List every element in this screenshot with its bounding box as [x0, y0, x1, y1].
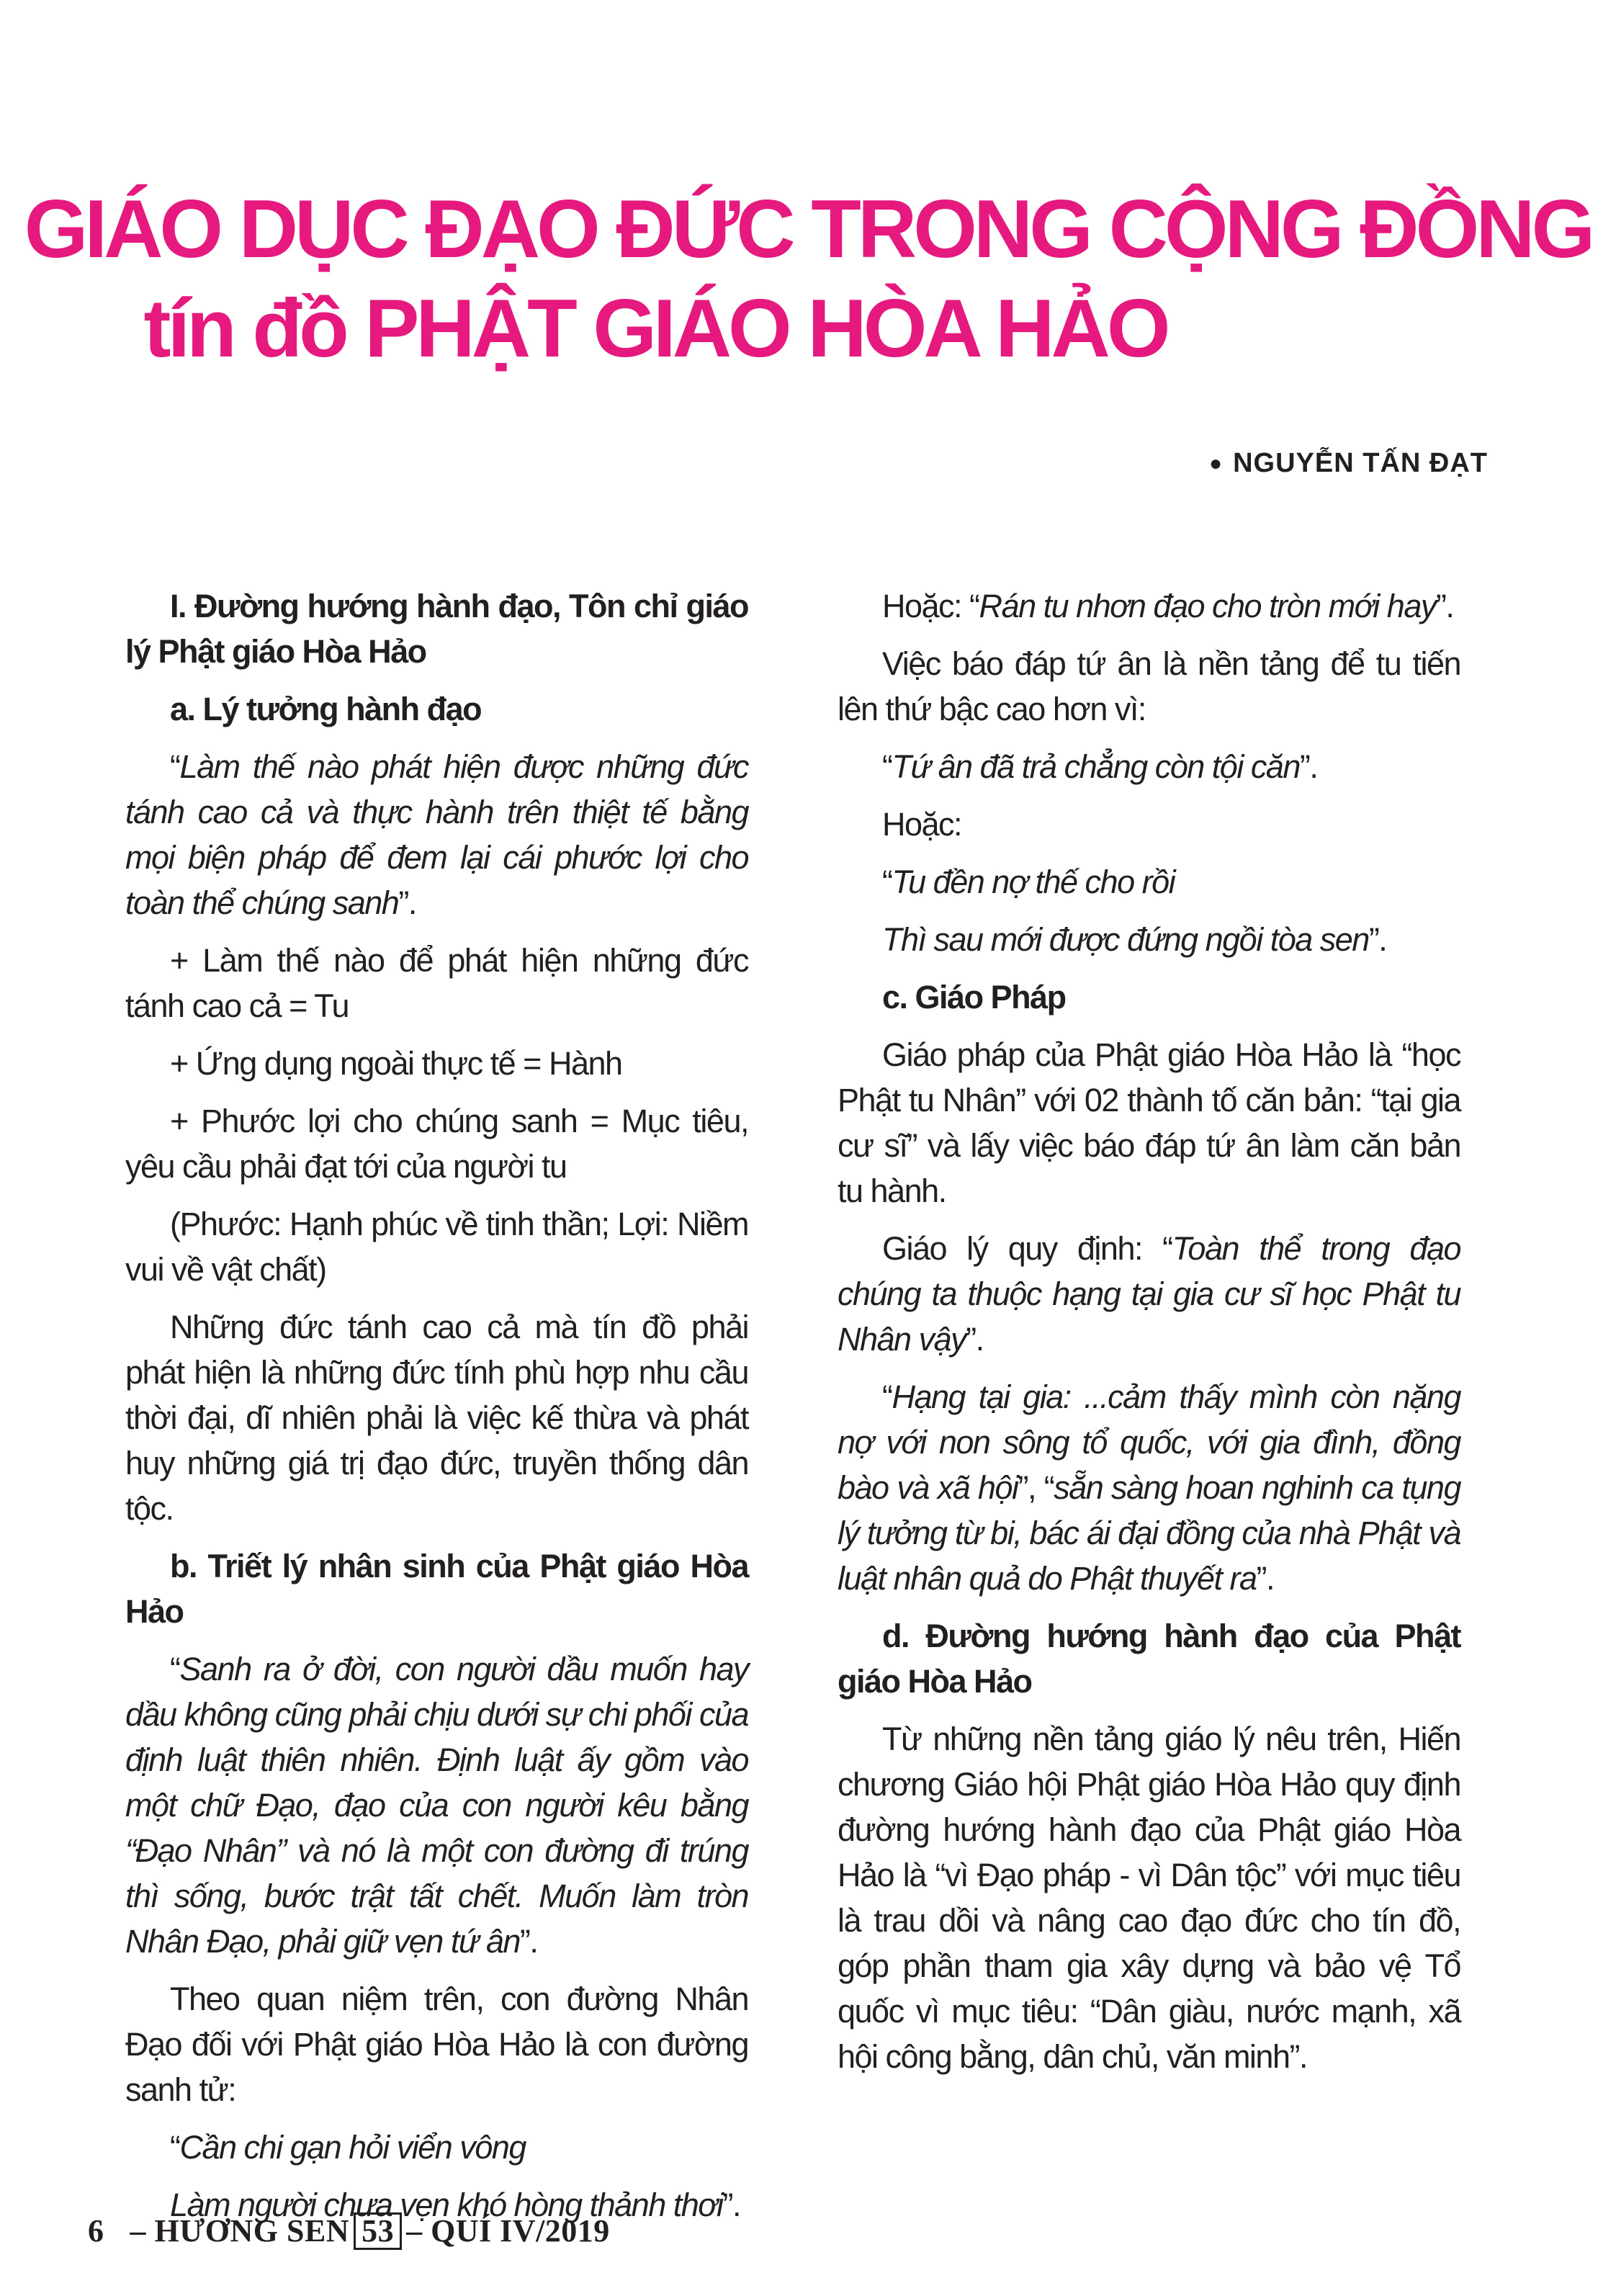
verse-text: Cần chi gạn hỏi viển vông: [179, 2129, 526, 2166]
quote-mark: “: [170, 2129, 180, 2166]
text: Hoặc: “: [882, 588, 979, 624]
subsection-heading-a: a. Lý tưởng hành đạo: [170, 691, 482, 727]
issue-number: 53: [354, 2212, 402, 2250]
quote-mark: ”, “: [1018, 1469, 1054, 1506]
quote-mark: ”.: [1256, 1560, 1274, 1597]
quote-mark: “: [882, 864, 892, 900]
quote-text: Toàn thể trong đạo chúng ta thuộc hạng tại gia cư sĩ học Phật tu Nhân vậy: [838, 1230, 1460, 1358]
verse-text: Thì sau mới được đứng ngồi tòa sen: [882, 921, 1369, 958]
text: Giáo lý quy định: “: [882, 1230, 1172, 1267]
paragraph: Việc báo đáp tứ ân là nền tảng để tu tiến lên thứ bậc cao hơn vì:: [838, 645, 1460, 727]
quote-mark: ”.: [398, 884, 416, 921]
paragraph: + Làm thế nào để phát hiện những đức tánh cao cả = Tu: [125, 942, 748, 1024]
paragraph: (Phước: Hạnh phúc về tinh thần; Lợi: Niềm vui về vật chất): [125, 1206, 748, 1288]
quote-mark: “: [882, 1378, 892, 1415]
quote-text: sẵn sàng hoan nghinh ca tụng lý tưởng từ bi, bác ái đại đồng của nhà Phật và luật nhân quả do Phật thuyết ra: [838, 1469, 1460, 1597]
quote-mark: ”.: [519, 1923, 538, 1960]
quote-paragraph: [125, 1646, 748, 1964]
paragraph: + Phước lợi cho chúng sanh = Mục tiêu, yêu cầu phải đạt tới của người tu: [125, 1103, 748, 1185]
quote-paragraph: [125, 744, 748, 925]
byline: [1209, 448, 1488, 479]
subsection-heading-b: b. Triết lý nhân sinh của Phật giáo Hòa Hảo: [125, 1548, 748, 1630]
quote-mark: “: [170, 1651, 180, 1687]
subsection-heading-d: d. Đường hướng hành đạo của Phật giáo Hòa Hảo: [838, 1618, 1460, 1700]
verse-line: [838, 744, 1460, 789]
quote-text: Hạng tại gia: ...cảm thấy mình còn nặng nợ với non sông tổ quốc, với gia đình, đồng bào và xã hội: [838, 1378, 1460, 1506]
bullet-icon: ●: [1208, 452, 1224, 475]
verse-text: Tu đền nợ thế cho rồi: [892, 864, 1175, 900]
paragraph: [838, 1226, 1460, 1362]
section-heading: I. Đường hướng hành đạo, Tôn chỉ giáo lý Phật giáo Hòa Hảo: [125, 588, 748, 670]
publication-name: – HƯƠNG SEN: [130, 2213, 350, 2248]
page-number: 6: [88, 2213, 104, 2248]
verse-line: [838, 917, 1460, 962]
quote-mark: ”.: [722, 2187, 740, 2223]
quote-mark: “: [882, 748, 892, 785]
verse-text: Làm người chưa vẹn khó hòng thảnh thơi: [170, 2187, 723, 2223]
paragraph: Giáo pháp của Phật giáo Hòa Hảo là “học Phật tu Nhân” với 02 thành tố căn bản: “tại gia cư sĩ” và lấy việc báo đáp tứ ân làm căn bản tu hành.: [838, 1036, 1460, 1209]
verse-line: [125, 2125, 748, 2170]
subsection-heading-c: c. Giáo Pháp: [882, 979, 1066, 1015]
article-title-line2: tín đồ PHẬT GIÁO HÒA HẢO: [143, 283, 1167, 375]
paragraph: Hoặc:: [882, 806, 962, 843]
verse-text: Rán tu nhơn đạo cho tròn mới hay: [979, 588, 1436, 624]
quote-paragraph: [838, 1374, 1460, 1601]
paragraph: Những đức tánh cao cả mà tín đồ phải phát hiện là những đức tính phù hợp nhu cầu thời đại, dĩ nhiên phải là việc kế thừa và phát huy những giá trị đạo đức, truyền thống dân tộc.: [125, 1309, 748, 1527]
quote-mark: ”.: [1368, 921, 1387, 958]
paragraph: Theo quan niệm trên, con đường Nhân Đạo đối với Phật giáo Hòa Hảo là con đường sanh tử:: [125, 1981, 748, 2108]
author-name: NGUYỄN TẤN ĐẠT: [1233, 448, 1488, 478]
page-footer: [88, 2212, 610, 2250]
left-column: [125, 583, 748, 2240]
quote-text: Làm thế nào phát hiện được những đức tánh cao cả và thực hành trên thiệt tế bằng mọi biện pháp để đem lại cái phước lợi cho toàn thể chúng sanh: [125, 748, 748, 921]
right-column: [838, 583, 1460, 2091]
paragraph: Từ những nền tảng giáo lý nêu trên, Hiến chương Giáo hội Phật giáo Hòa Hảo quy định đường hướng hành đạo của Phật giáo Hòa Hảo là “vì Đạo pháp - vì Dân tộc” với mục tiêu là trau dồi và nâng cao đạo đức cho tín đồ, góp phần tham gia xây dựng và bảo vệ Tổ quốc vì mục tiêu: “Dân giàu, nước mạnh, xã hội công bằng, dân chủ, văn minh”.: [838, 1721, 1460, 2075]
quote-mark: ”.: [1299, 748, 1318, 785]
verse-text: Tứ ân đã trả chẳng còn tội căn: [892, 748, 1300, 785]
quote-text: Sanh ra ở đời, con người dầu muốn hay dầu không cũng phải chịu dưới sự chi phối của định luật thiên nhiên. Định luật ấy gồm vào một chữ Đạo, đạo của con người kêu bằng “Đạo Nhân” và nó là một con đường đi trúng thì sống, bước trật tất chết. Muốn làm tròn Nhân Đạo, phải giữ vẹn tứ ân: [125, 1651, 748, 1960]
issue-period: – QUÍ IV/2019: [406, 2213, 610, 2248]
verse-line: [838, 859, 1460, 905]
paragraph: [838, 583, 1460, 629]
article-title-line1: GIÁO DỤC ĐẠO ĐỨC TRONG CỘNG ĐỒNG: [24, 184, 1592, 275]
paragraph: + Ứng dụng ngoài thực tế = Hành: [170, 1045, 622, 1082]
quote-mark: ”.: [966, 1321, 984, 1358]
quote-mark: ”.: [1435, 588, 1454, 624]
quote-mark: “: [170, 748, 180, 785]
